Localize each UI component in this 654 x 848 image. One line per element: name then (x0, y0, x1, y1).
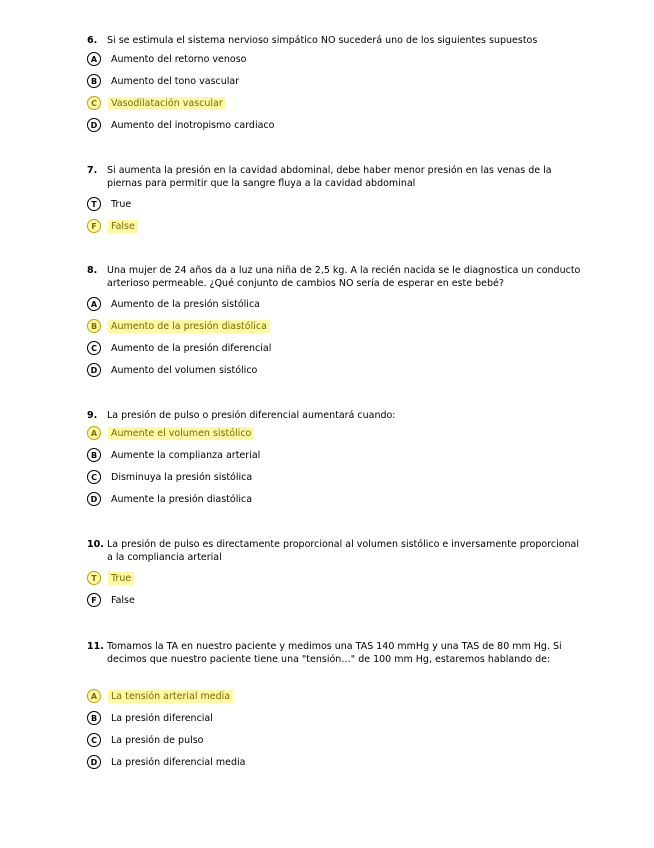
option-c[interactable] (87, 337, 587, 359)
option-letter: B (87, 74, 101, 88)
option-letter: D (87, 363, 101, 377)
option-letter: B (87, 448, 101, 462)
option-letter: B (87, 319, 101, 333)
option-b[interactable] (87, 315, 587, 337)
option-letter: D (87, 118, 101, 132)
option-text: La presión diferencial media (111, 756, 246, 768)
option-text: True (111, 198, 132, 210)
option-t[interactable] (87, 193, 587, 215)
option-b[interactable] (87, 444, 587, 466)
question-11 (87, 640, 587, 773)
question-text: Si aumenta la presión en la cavidad abdominal, debe haber menor presión en las venas de la piernas para permitir que la sangre fluya a la cavidad abdominal (107, 165, 552, 189)
question-text: La presión de pulso es directamente proporcional al volumen sistólico e inversamente proporcional a la compliancia arterial (107, 539, 580, 563)
option-letter: C (87, 96, 101, 110)
option-letter: D (87, 492, 101, 506)
option-letter: F (87, 219, 101, 233)
option-a[interactable] (87, 48, 587, 70)
option-letter: F (87, 593, 101, 607)
option-b[interactable] (87, 707, 587, 729)
option-text: Aumento del volumen sistólico (111, 364, 258, 376)
option-text: Aumento de la presión sistólica (111, 298, 260, 310)
option-text: Aumente la complianza arterial (111, 449, 261, 461)
option-a[interactable] (87, 293, 587, 315)
option-t[interactable] (87, 567, 587, 589)
option-text: Aumento de la presión diastólica (108, 320, 270, 333)
question-text: La presión de pulso o presión diferencial aumentará cuando: (107, 410, 396, 421)
question-header (87, 34, 587, 47)
question-text: Tomamos la TA en nuestro paciente y medimos una TAS 140 mmHg y una TAS de 80 mm Hg. Si decimos que nuestro paciente tiene una "tensión…" de 100 mm Hg, estaremos hablando de: (107, 641, 562, 665)
question-number: 7. (87, 165, 98, 176)
options-list (87, 567, 587, 611)
option-letter: T (87, 197, 101, 211)
question-text: Si se estimula el sistema nervioso simpático NO sucederá uno de los siguientes supuestos (107, 35, 538, 46)
option-d[interactable] (87, 488, 587, 510)
options-list (87, 293, 587, 381)
option-letter: A (87, 426, 101, 440)
option-b[interactable] (87, 70, 587, 92)
question-number: 9. (87, 410, 98, 421)
options-list (87, 422, 587, 510)
option-letter: A (87, 297, 101, 311)
options-list (87, 193, 587, 237)
option-c[interactable] (87, 466, 587, 488)
option-text: Aumento del tono vascular (111, 75, 240, 87)
question-10 (87, 538, 587, 611)
option-letter: B (87, 711, 101, 725)
options-list (87, 48, 587, 136)
option-text: True (108, 572, 134, 585)
option-letter: C (87, 733, 101, 747)
option-f[interactable] (87, 215, 587, 237)
option-text: Vasodilatación vascular (108, 97, 226, 110)
question-6 (87, 34, 587, 136)
option-letter: C (87, 341, 101, 355)
option-text: False (108, 220, 138, 233)
option-text: La presión de pulso (111, 734, 204, 746)
option-d[interactable] (87, 114, 587, 136)
option-letter: D (87, 755, 101, 769)
option-text: Aumento del inotropismo cardiaco (111, 119, 275, 131)
option-a[interactable] (87, 422, 587, 444)
option-letter: A (87, 689, 101, 703)
question-number: 6. (87, 35, 98, 46)
question-number: 10. (87, 539, 104, 550)
option-a[interactable] (87, 685, 587, 707)
question-header (87, 164, 587, 190)
option-d[interactable] (87, 751, 587, 773)
option-text: La tensión arterial media (108, 690, 233, 703)
question-header (87, 640, 587, 666)
option-letter: C (87, 470, 101, 484)
question-7 (87, 164, 587, 237)
option-d[interactable] (87, 359, 587, 381)
option-text: Aumento del retorno venoso (111, 53, 247, 65)
question-text: Una mujer de 24 años da a luz una niña de 2,5 kg. A la recién nacida se le diagnostica un conducto arterioso permeable. ¿Qué conjunto de cambios NO sería de esperar en este bebé? (107, 265, 581, 289)
option-c[interactable] (87, 92, 587, 114)
option-text: Aumento de la presión diferencial (111, 342, 272, 354)
option-letter: T (87, 571, 101, 585)
question-header (87, 409, 587, 422)
option-text: Aumente la presión diastólica (111, 493, 253, 505)
question-header (87, 264, 587, 290)
option-f[interactable] (87, 589, 587, 611)
option-text: Disminuya la presión sistólica (111, 471, 253, 483)
question-header (87, 538, 587, 564)
option-text: Aumente el volumen sistólico (108, 427, 254, 440)
question-number: 11. (87, 641, 104, 652)
question-9 (87, 409, 587, 510)
option-text: False (111, 594, 135, 606)
options-list (87, 685, 587, 773)
question-8 (87, 264, 587, 381)
option-c[interactable] (87, 729, 587, 751)
option-text: La presión diferencial (111, 712, 213, 724)
question-number: 8. (87, 265, 98, 276)
option-letter: A (87, 52, 101, 66)
